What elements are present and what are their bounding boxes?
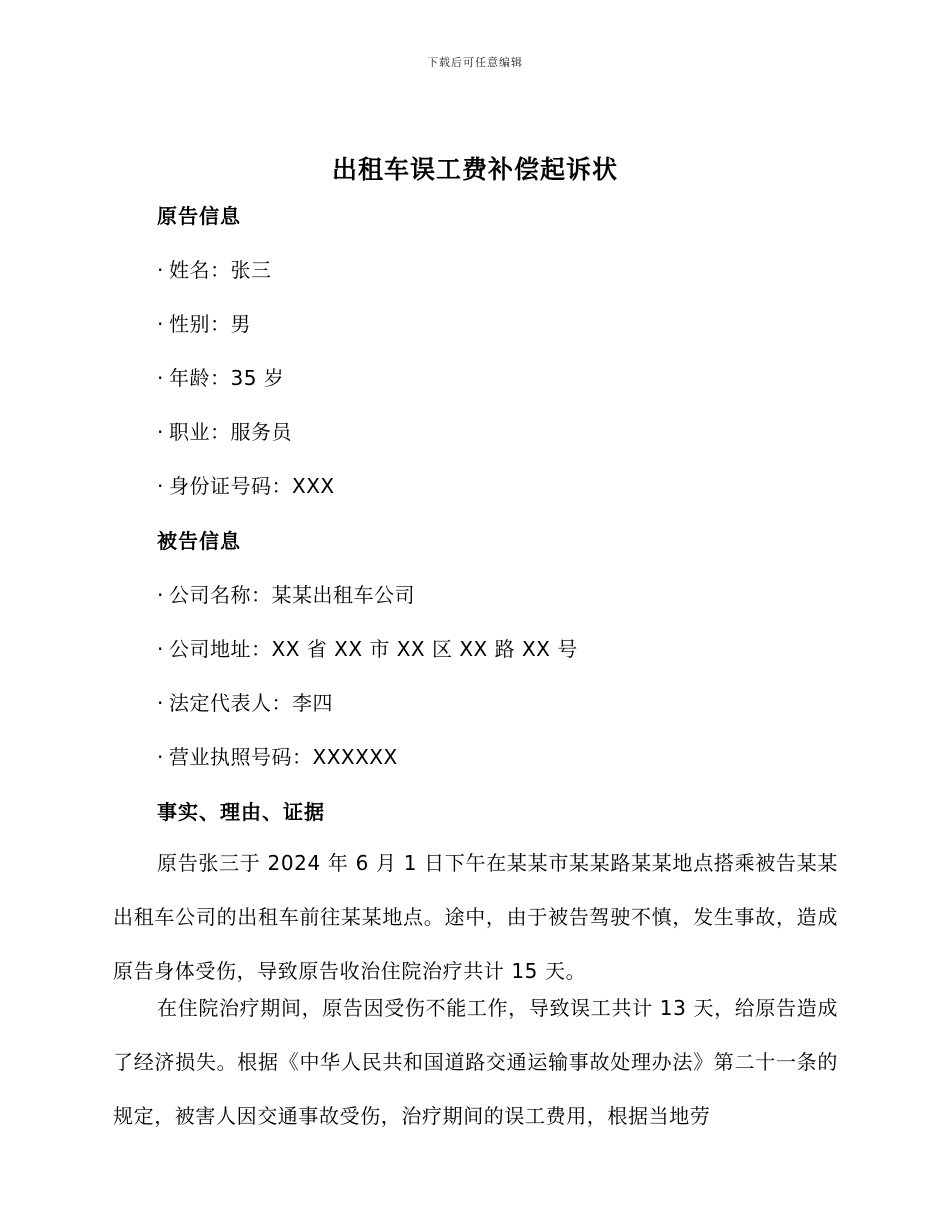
field-label: 性别： [169,312,231,336]
plaintiff-gender-item [157,308,251,337]
header-note: 下载后可任意编辑 [427,56,523,69]
facts-paragraph: 原告张三于 2024 年 6 月 1 日下午在某某市某某路某某地点搭乘被告某某出租车公司的出租车前往某某地点。途中，由于被告驾驶不慎，发生事故，造成原告身体受伤，导致原告收治住院治疗共计 15 天。 [113,851,838,983]
plaintiff-age-item [157,362,284,391]
bullet-icon: · [157,312,164,336]
field-value: 男 [230,312,251,336]
defendant-company-item [157,579,415,608]
bullet-icon: · [157,258,164,282]
bullet-icon: · [157,745,164,769]
plaintiff-heading: 原告信息 [157,204,241,228]
facts-heading: 事实、理由、证据 [157,800,325,824]
bullet-icon: · [157,691,164,715]
field-value: 某某出租车公司 [271,583,415,607]
field-label: 身份证号码： [169,474,292,498]
defendant-heading: 被告信息 [157,529,241,553]
defendant-representative-item [157,687,333,716]
document-title: 出租车误工费补偿起诉状 [331,155,618,184]
field-label: 年龄： [169,366,231,390]
defendant-address-item [157,633,578,662]
bullet-icon: · [157,420,164,444]
field-value: 李四 [292,691,333,715]
field-value: XX 省 XX 市 XX 区 XX 路 XX 号 [271,637,578,661]
plaintiff-id-item [157,470,335,499]
plaintiff-occupation-item [157,416,292,445]
bullet-icon: · [157,366,164,390]
bullet-icon: · [157,637,164,661]
field-label: 姓名： [169,258,231,282]
field-value: XXXXXX [312,745,398,769]
field-label: 营业执照号码： [169,745,313,769]
bullet-icon: · [157,583,164,607]
field-label: 公司地址： [169,637,272,661]
field-value: XXX [292,474,335,498]
field-label: 公司名称： [169,583,272,607]
field-label: 法定代表人： [169,691,292,715]
bullet-icon: · [157,474,164,498]
defendant-license-item [157,741,398,770]
field-value: 张三 [230,258,272,282]
facts-paragraph: 在住院治疗期间，原告因受伤不能工作，导致误工共计 13 天，给原告造成了经济损失。根据《中华人民共和国道路交通运输事故处理办法》第二十一条的规定，被害人因交通事故受伤，治疗期间的误工费用，根据当地劳 [113,996,838,1128]
field-value: 35 岁 [230,366,285,390]
field-value: 服务员 [230,420,292,444]
field-label: 职业： [169,420,231,444]
plaintiff-name-item [157,254,272,283]
